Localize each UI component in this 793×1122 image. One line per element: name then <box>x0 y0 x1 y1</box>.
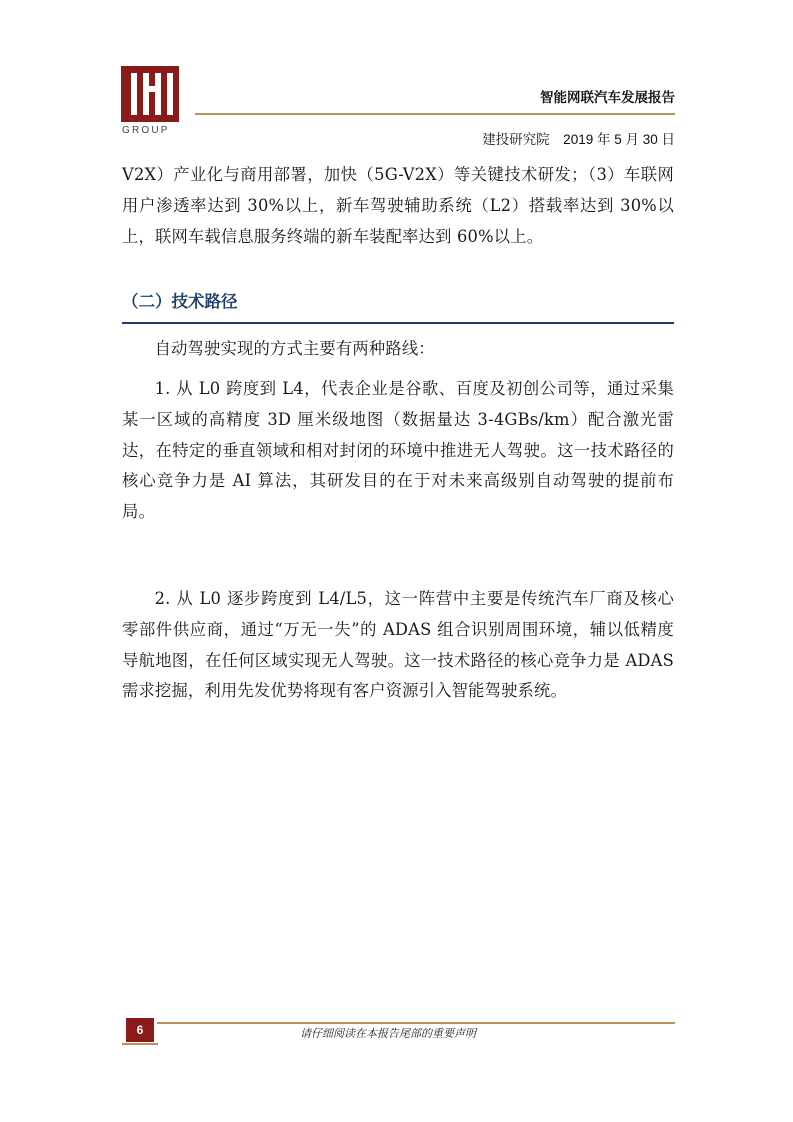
footer-underline <box>122 1043 158 1045</box>
paragraph-route-1: 1. 从 L0 跨度到 L4，代表企业是谷歌、百度及初创公司等，通过采集某一区域的高精度 3D 厘米级地图（数据量达 3-4GBs/km）配合激光雷达，在特定的垂直领域和相对封闭的环境中推进无人驾驶。这一技术路径的核心竞争力是 AI 算法，其研发目的在于对未来高级别自动驾驶的提前布局。 <box>122 379 674 522</box>
logo-text: GROUP <box>122 125 170 136</box>
footer-disclaimer: 请仔细阅读在本报告尾部的重要声明 <box>300 1027 476 1040</box>
section-divider <box>122 322 674 324</box>
logo-emblem-icon <box>121 66 179 122</box>
paragraph-route-2: 2. 从 L0 逐步跨度到 L4/L5，这一阵营中主要是传统汽车厂商及核心零部件供应商，通过“万无一失”的 ADAS 组合识别周围环境，辅以低精度导航地图，在任何区域实现无人驾驶。这一技术路径的核心竞争力是 ADAS 需求挖掘，利用先发优势将现有客户资源引入智能驾驶系统。 <box>122 589 674 701</box>
page-number: 6 <box>126 1018 154 1042</box>
footer-divider <box>157 1022 675 1024</box>
report-title: 智能网联汽车发展报告 <box>540 90 675 105</box>
company-logo <box>121 66 179 136</box>
header-date: 建投研究院 2019 年 5 月 30 日 <box>482 132 675 147</box>
paragraph-continuation: V2X）产业化与商用部署，加快（5G-V2X）等关键技术研发；（3）车联网用户渗透率达到 30%以上，新车驾驶辅助系统（L2）搭载率达到 30%以上，联网车载信息服务终端的新车装配率达到 60%以上。 <box>122 165 674 246</box>
paragraph-intro: 自动驾驶实现的方式主要有两种路线： <box>154 339 435 358</box>
header-divider <box>195 113 675 115</box>
section-heading: （二）技术路径 <box>122 292 238 311</box>
